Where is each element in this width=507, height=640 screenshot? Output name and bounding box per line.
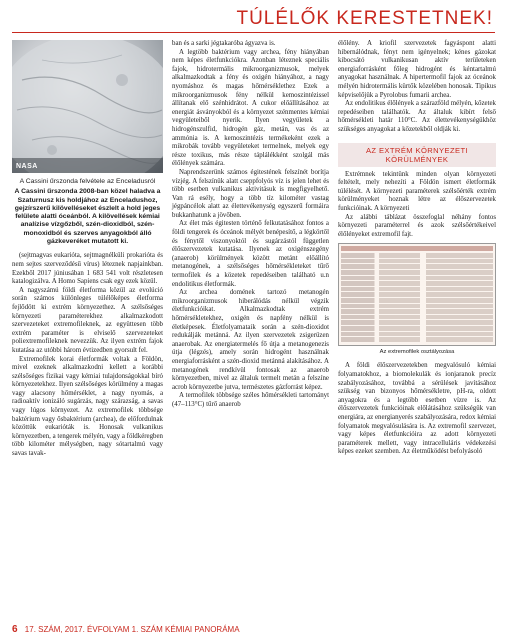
paragraph: A legtöbb baktérium vagy archea, fény hiányában nem képes életfunkciókra. Azonban léteznek speciális fajok, hidrotermális mikroorganizmusok, melyek alkalmazkodtak a fény és oxigén hiányához, a nagy nyomáshoz és magas hőmérséklethez Ezek a mikroorganizmusok fény nélkül kemoszintézissel állítanak elő szénhidrátot. A cukor előállításához az energiát ásványokból és a környezet szénmentes kémiai vegyületeiből nyerik. Ilyen vegyületek a hidrogénszulfid, hidrogén gáz, metán, vas és az ammónia is. A kemoszintézis termékeként ezek a mikrobák tovább vegyületeket termelnek, melyek egy része toxikus, más része táplálékként szolgál más élőlények számára. — [172, 48, 329, 168]
table-row — [341, 315, 493, 320]
extremophile-table — [338, 243, 496, 346]
table-row — [341, 298, 493, 303]
table-row — [341, 264, 493, 269]
paragraph: Naprendszerünk számos égitestének felszínét borítja vízjég. A felszínük alatt cseppfolyós víz is jelen lehet és több esetben vulkanikus aktivitásuk is megfigyelhető. Van rá esély, hogy a több tíz kilométer vastag jégpáncélok alatt az élettevékenység egyszerű formáira bukkanhatunk a jövőben. — [172, 168, 329, 219]
paragraph: Az endolitikus élőlények a szárazföld mélyén, kőzetek repedéseiben találhatók. Az általuk kibírt felső hőmérsékleti határ 110°C. Az élettevékenységükhöz szükséges anyagokat a kőzetekből oldják ki. — [338, 100, 496, 133]
table-row — [341, 287, 493, 292]
box-paragraph: Az alábbi táblázat összefoglal néhány fontos környezeti paraméterrel és azok szélsőértékeivel élőlényeket extremofil fajt. — [338, 213, 496, 238]
paragraph: A termofilek többsége széles hőmérsékleti tartományt (47–113°C) tűrő anaerob — [172, 392, 329, 408]
page-header — [0, 0, 507, 36]
issue-info: 17. SZÁM, 2017. ÉVFOLYAM 1. SZÁM — [24, 625, 163, 634]
column-1 — [12, 178, 163, 459]
journal-name: KÉMIAI PANORÁMA — [165, 625, 240, 634]
table-row — [341, 270, 493, 275]
photo-credit: NASA — [16, 163, 38, 170]
enceladus-photo — [12, 40, 163, 173]
box-paragraph: Extrémnek tekintünk minden olyan környezeti feltételt, mely nehezíti a Földön ismert életformák túlélését. A környezeti paraméterek szélsőérték extrém körülményeket hoznak létre az élőszervezetek funkcióinak. A környezeti — [338, 170, 496, 212]
table-row — [341, 281, 493, 286]
table-row — [341, 304, 493, 309]
column-3 — [338, 40, 496, 457]
caption-title: A Cassini űrszonda felvétele az Enceladusról — [19, 178, 156, 185]
caption-body: A Cassini űrszonda 2008-ban közel haladva a Szaturnusz kis holdjához az Enceladushoz, gejzírszerű kilövelléseket észlelt a hold jeges felülete alatti óceánból. A kilövellések kémiai analízise vízgőzből, szén-dioxidból, szén-monoxidból és szerves anyagokból álló gázkeveréket mutatott ki. — [14, 188, 161, 246]
box-heading — [338, 143, 496, 167]
table-row — [341, 292, 493, 297]
photo-caption — [12, 178, 163, 246]
paragraph: A földi élőszervezetekben megvalósuló kémiai folyamatokhoz, a biomolekulák és ionjaranok precíz szabályozásához, továbbá a sérülések javításához szükség van bizonyos hőmérsékletre, pH-ra, oldott anyagokra és a legtöbb esetben vízre is. Az élőszervezetek funkcióinak előlátásához szükségük van energiára, az energianyerés szabályozására, redox kémiai folyamatok megvalósulására is. Az extremofil szervezet, vagy képes életfunkcióira az adott környezeti paraméterek mellett, vagy intracelluláris védekezési képes ezeket szemben. Az életműködést befolyásoló — [338, 362, 496, 456]
page-title: TÚLÉLŐK KERESTETNEK! — [236, 8, 493, 29]
paragraph: A nagyszámú földi életforma közül az evolúció során számos különleges túlélőképes életforma fejlődött ki extrém környezethez. A szélsőséges környezeti paraméterekhez alkalmazkodott szervezeteket extremofileknek, az együttesen több extrém paraméter is elviselő szervezeteket poliextremofileknek nevezzük. Az ilyen extrém fajok kutatása az utóbbi három évtizedben gyorsult fel. — [12, 286, 163, 354]
paragraph: Az élet más égitesten történő felkutatásához fontos a földi tengerek és óceánok mélyét benépesítő, a légkörtől és fénytől viszonyoktól és sugárzástól független élőszervezetek kutatása. Ilyenek az oxigénszegény (anaerob) körülmények között metánt előállító metanogének, a szélsőséges hőmérsékleteket tűrő termofilek és a közetek repedéseiben található u.n endolitikus életformák. — [172, 220, 329, 288]
table-row — [341, 253, 493, 258]
header-rule — [12, 32, 495, 33]
enceladus-surface-image — [12, 40, 163, 173]
paragraph: élőlény. A kriofil szervezetek fagyáspont alatti hibernálódnak, fényt nem igényelnek; kénes gázokat kibocsátó vulkanikusan aktív területeken energiaforrásként főleg hidrogént és kéntartalmú anyagokat használnak. A hipertermofil fajok az óceánok mélyén hidrotermális kürtők közelében honosak. Tipikus képviselőjük a Pyrolobus fumarii archea. — [338, 40, 496, 99]
paragraph: Az archea domének tartozó metanogén mikroorganizmusok hiberálódás nélkül végzik életfunkcióikat. Alkalmazkodtak extrém hőmérsékletekhez, oxigén és napfény nélkül is életképesek. Életfolyamataik során a szén-dioxidot redukálják metánná. Az ilyen szervezetek zsigerüzen anaerobak. Az energiatermelés fő útja a metanogenezis útja (légzés), amely során hidrogént használnak energiaforrásként a szén-dioxid metánná alakításához. A metanogének rendkívül fontosak az anaerob környezetben, mivel az általuk termelt metán a felszíne acrob környezetbe jutva, természetes gázforrást képez. — [172, 289, 329, 391]
table-header-row — [341, 246, 493, 251]
table-row — [341, 276, 493, 281]
paragraph: Extremofilek korai életformák voltak a Földön, mivel ezeknek alkalmazkodni kellett a korábbi szélsőséges fizikai vagy kémiai tulajdonságokkal bíró környezetekhez. Ilyen szélsőséges körülmény a magas vagy alacsony hőmérséklet, a nagy nyomás, a radioaktív ionizáló sugárzás, nagy szárazság, a savas vagy lúgos környezet. Az extremofilek többsége baktérium vagy ősbaktérium (archea), de előfordulnak közöttük eukarióták is. Honosak vulkanikus környezetben, a tengerek mélyén, vagy a földkéregben több kilométer mélységben, nagy sótartalmú vagy savas tavak- — [12, 355, 163, 458]
table-row — [341, 326, 493, 331]
table-row — [341, 320, 493, 325]
table-row — [341, 259, 493, 264]
table-row — [341, 337, 493, 342]
page-footer — [12, 624, 240, 635]
box-heading-line1: AZ EXTRÉM KÖRNYEZETI — [365, 145, 469, 155]
column-2 — [172, 40, 329, 410]
box-heading-line2: KÖRÜLMÉNYEK — [385, 154, 449, 164]
table-row — [341, 309, 493, 314]
table-caption: Az extremofilek osztályozása — [379, 348, 455, 355]
paragraph: ban és a sarki jégtakaróba ágyazva is. — [172, 40, 276, 47]
paragraph: (sejtmagvas eukarióta, sejtmagnélküli prokarióta és nem sejtes szerveződésű vírus) léteznek napjainkban. Ezekből 2017 júniusában 1 683 541 volt részletesen katalogizálva. A Homo Sapiens csak egy ezek közül. — [12, 252, 163, 286]
table-row — [341, 332, 493, 337]
page-number: 6 — [12, 624, 18, 635]
